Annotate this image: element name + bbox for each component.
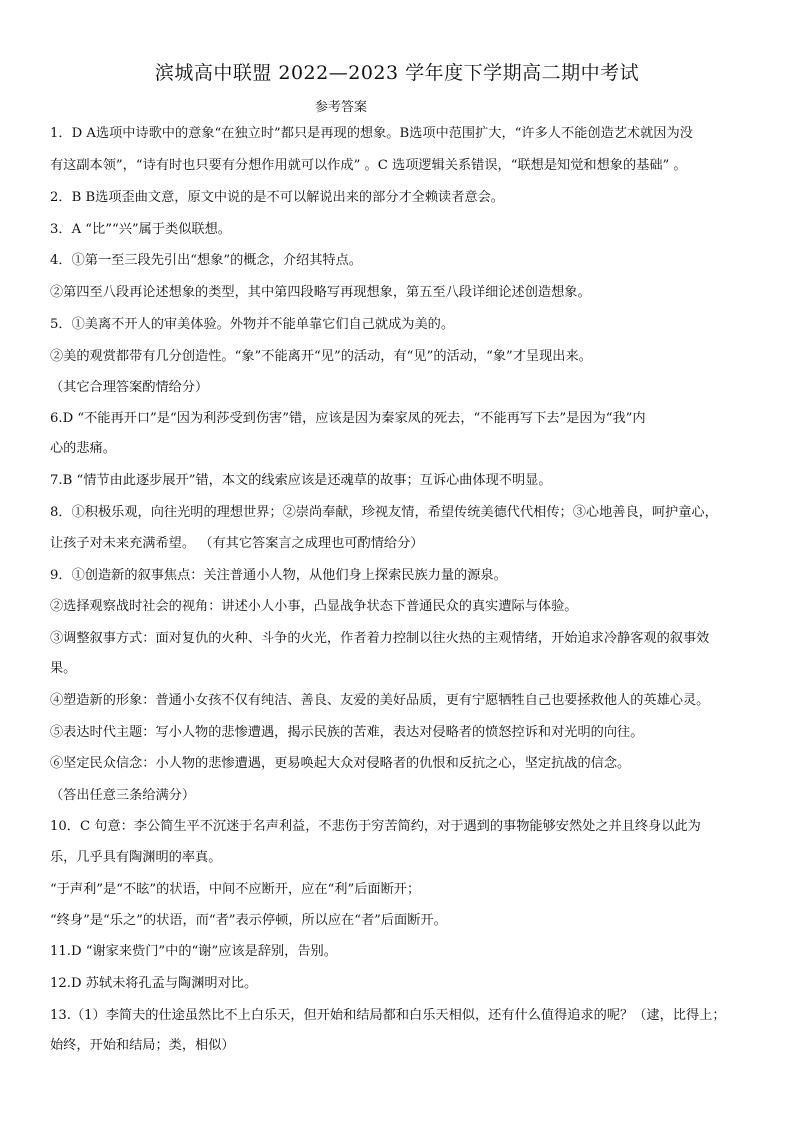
answer-line: （答出任意三条给满分） (50, 788, 196, 803)
answer-line: （其它合理答案酌情给分） (50, 380, 209, 395)
answer-line: 10．C 句意：李公简生平不沉迷于名声利益，不悲伤于穷苦简约，对于遇到的事物能够安然处之并且终身以此为 (50, 819, 701, 834)
answer-line: 7.B “情节由此逐步展开”错，本文的线索应该是还魂草的故事；互诉心曲体现不明显。 (50, 473, 552, 488)
page-subtitle: 参考答案 (315, 100, 368, 115)
answer-line: ②第四至八段再论述想象的类型，其中第四段略写再现想象，第五至八段详细论述创造想象。 (50, 285, 591, 300)
answer-line: 让孩子对未来充满希望。 （有其它答案言之成理也可酌情给分） (50, 536, 424, 551)
answer-line: 始终，开始和结局；类，相似） (50, 1038, 235, 1053)
answer-line: ⑥坚定民众信念：小人物的悲惨遭遇，更易唤起大众对侵略者的仇恨和反抗之心，坚定抗战的信念。 (50, 756, 631, 771)
answer-line: “于声利”是“不眩”的状语，中间不应断开，应在“利”后面断开； (50, 882, 421, 897)
answer-line: 11.D “谢家来赀门”中的“谢”应该是辞别，告别。 (50, 944, 337, 959)
answer-line: ③调整叙事方式：面对复仇的火种、斗争的火光，作者着力控制以往火热的主观情绪，开始追求冷静客观的叙事效 (50, 631, 710, 646)
answer-line: 5．①美离不开人的审美体验。外物并不能单靠它们自己就成为美的。 (50, 317, 455, 332)
answer-line: 2．B B选项歪曲文意，原文中说的是不可以解说出来的部分才全赖读者意会。 (50, 190, 504, 205)
answer-line: ②美的观赏都带有几分创造性。“象”不能离开“见”的活动，有“见”的活动，“象”才呈现出来。 (50, 349, 592, 364)
answer-line: 果。 (50, 661, 77, 676)
answer-line: 4．①第一至三段先引出“想象”的概念，介绍其特点。 (50, 253, 362, 268)
page-title: 滨城高中联盟 2022—2023 学年度下学期高二期中考试 (154, 62, 640, 84)
answer-line: 6.D “不能再开口”是“因为利莎受到伤害”错，应该是因为秦家凤的死去，“不能再写下去”是因为“我”内 (50, 411, 646, 426)
answer-line: ②选择观察战时社会的视角：讲述小人小事，凸显战争状态下普通民众的真实遭际与体验。 (50, 599, 578, 614)
answer-line: 心的悲痛。 (50, 441, 116, 456)
answer-line: “终身”是“乐之”的状语，而“者”表示停顿，所以应在“者”后面断开。 (50, 913, 447, 928)
answer-line: 1．D A选项中诗歌中的意象“在独立时”都只是再现的想象。B选项中范围扩大，“许多人不能创造艺术就因为没 (50, 126, 693, 141)
answer-line: ⑤表达时代主题：写小人物的悲惨遭遇，揭示民族的苦难，表达对侵略者的愤怒控诉和对光明的向往。 (50, 725, 644, 740)
answer-line: 9．①创造新的叙事焦点：关注普通小人物，从他们身上探索民族力量的源泉。 (50, 568, 507, 583)
answer-line: 有这副本领”，“诗有时也只要有分想作用就可以作成” 。C 选项逻辑关系错误，“联想是知觉和想象的基础” 。 (50, 158, 687, 173)
answer-line: 13.（1）李简夫的仕途虽然比不上白乐天，但开始和结局都和白乐天相似，还有什么值得追求的呢？（逮，比得上； (50, 1008, 726, 1023)
answer-line: 3．A “比”“兴”属于类似联想。 (50, 222, 231, 237)
answer-line: 8．①积极乐观，向往光明的理想世界；②崇尚奉献，珍视友情，希望传统美德代代相传；③心地善良，呵护童心， (50, 505, 718, 520)
answer-line: ④塑造新的形象：普通小女孩不仅有纯洁、善良、友爱的美好品质，更有宁愿牺牲自己也要拯救他人的英雄心灵。 (50, 693, 710, 708)
answer-line: 12.D 苏轼未将孔孟与陶渊明对比。 (50, 976, 258, 991)
answer-line: 乐，几乎具有陶渊明的率真。 (50, 850, 222, 865)
